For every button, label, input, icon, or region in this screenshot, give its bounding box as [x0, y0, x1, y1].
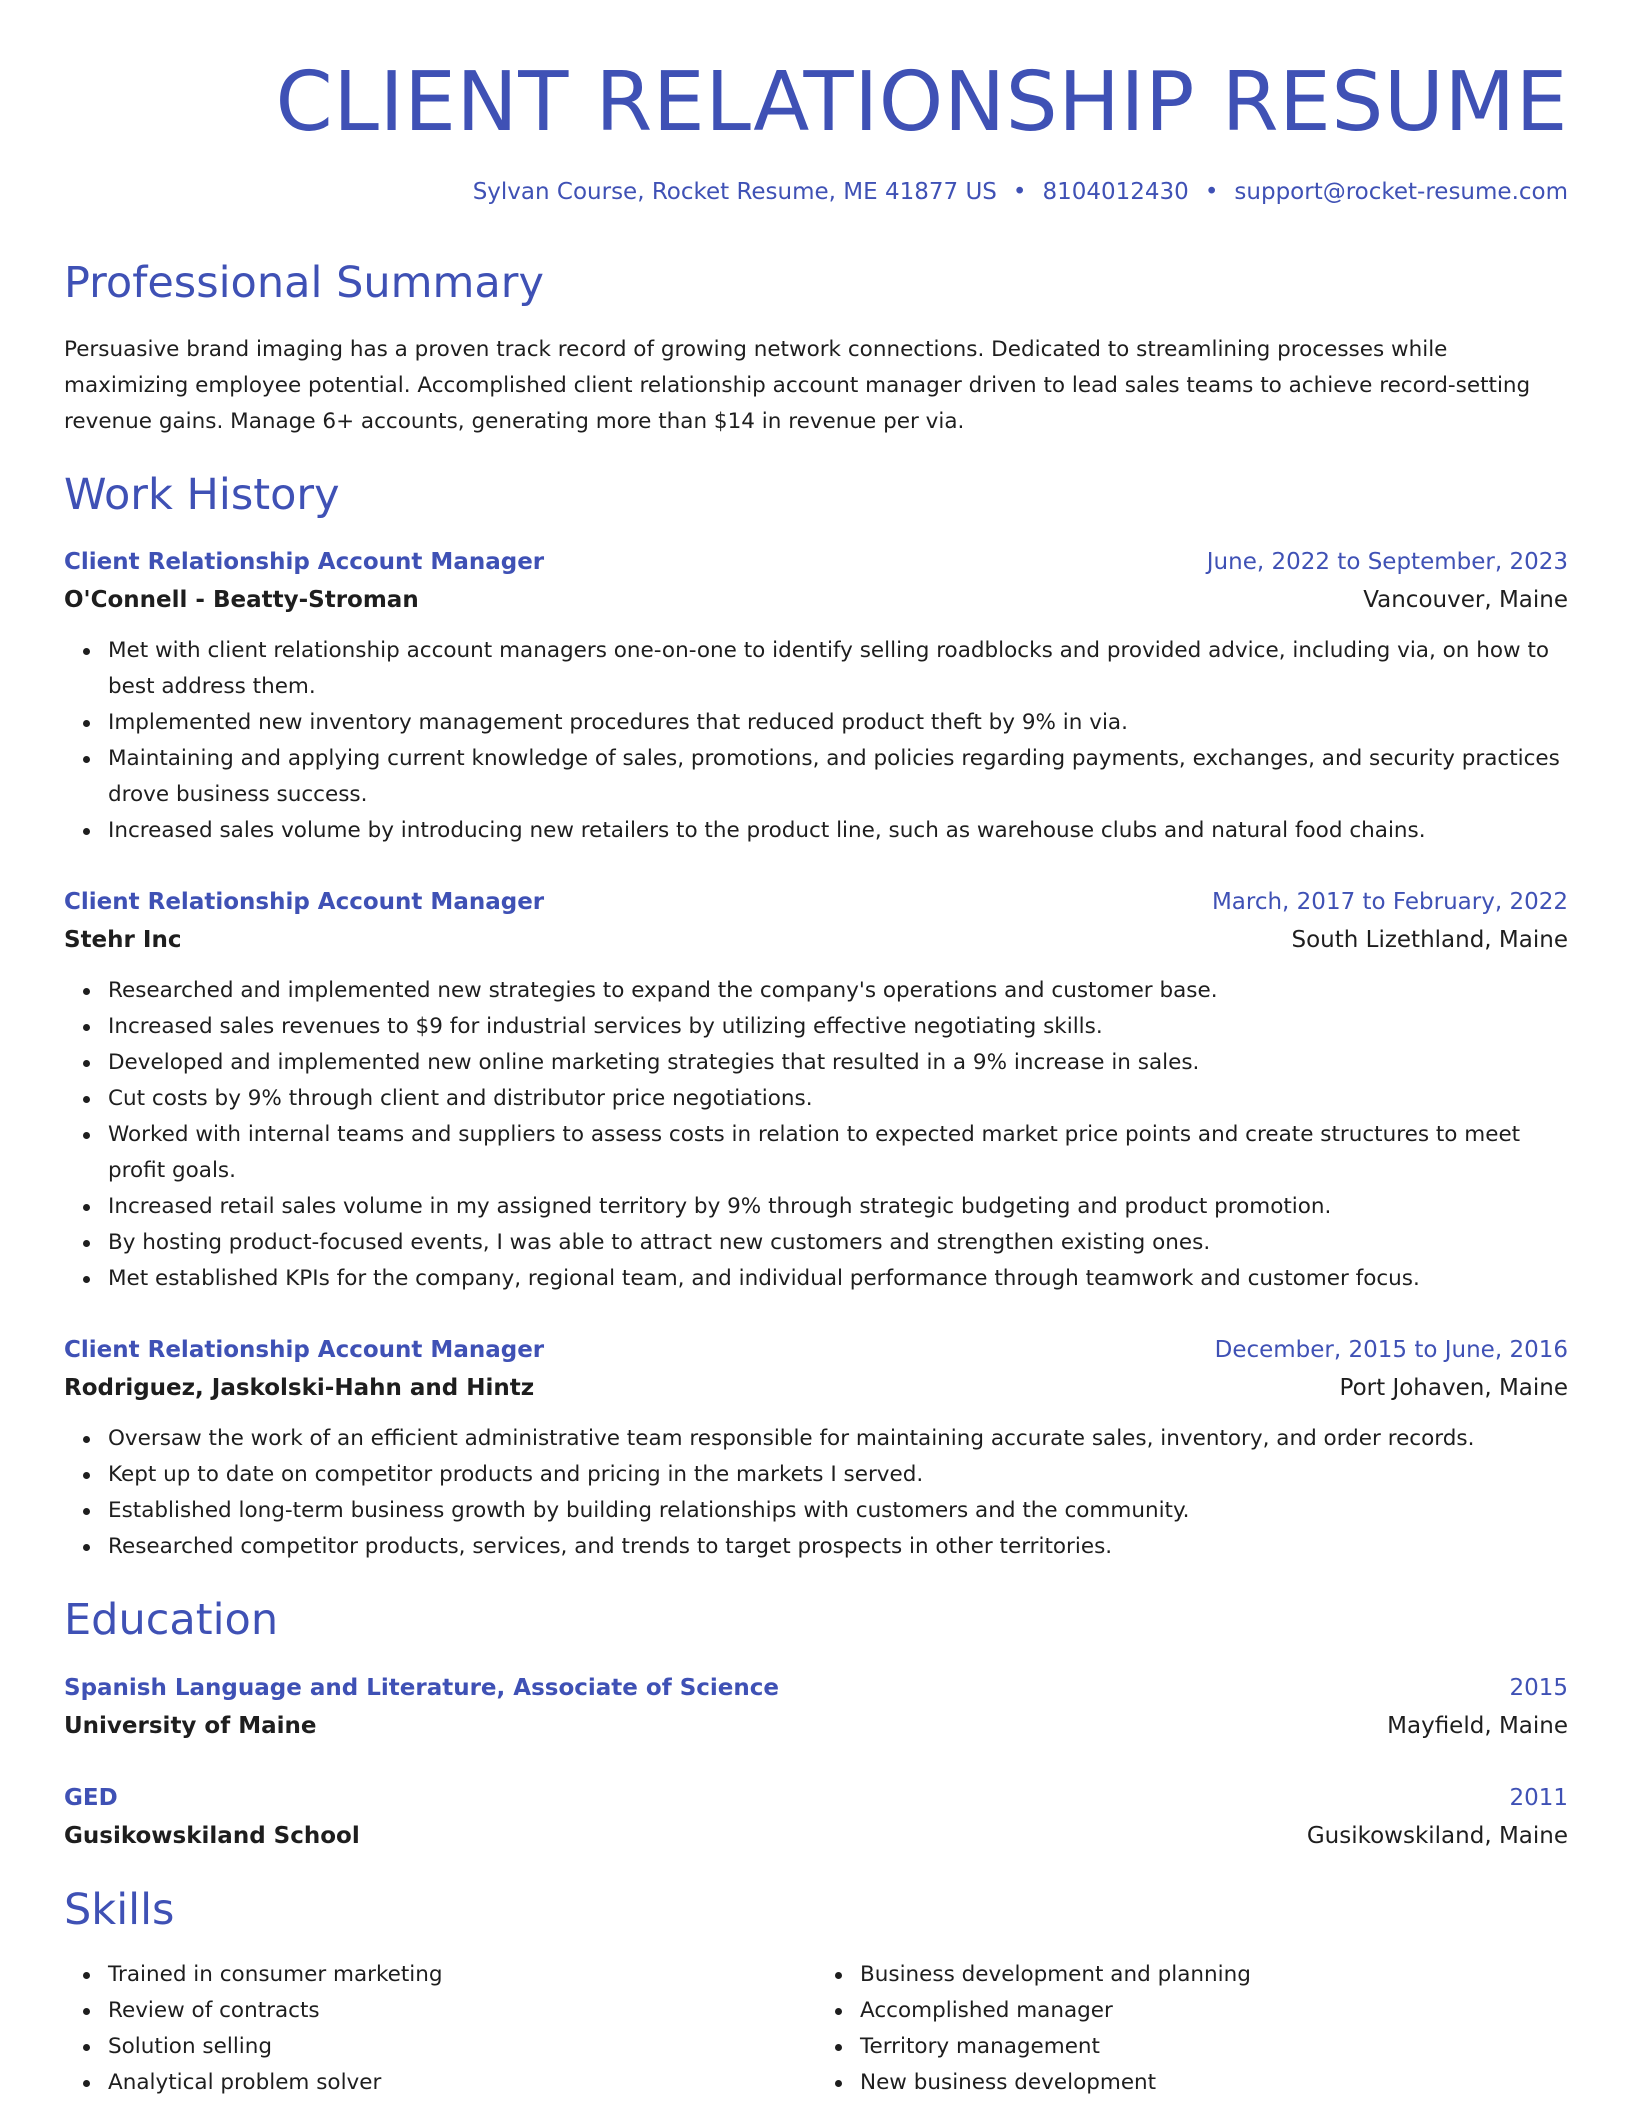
skills-column-right [816, 1957, 1568, 2101]
education-heading: Education [64, 1595, 279, 1646]
skill-item: Review of contracts [108, 1993, 816, 2029]
list-item: Maintaining and applying current knowledge of sales, promotions, and policies regarding payments, exchanges, and security practices drove business success. [108, 741, 1568, 813]
education-degree: Spanish Language and Literature, Associate of Science [64, 1674, 779, 1701]
job-bullets [64, 973, 1568, 1297]
list-item: Cut costs by 9% through client and distributor price negotiations. [108, 1081, 1568, 1117]
skills-list [64, 1957, 816, 2101]
skill-item: Business development and planning [860, 1957, 1568, 1993]
list-item: Increased sales revenues to $9 for industrial services by utilizing effective negotiating skills. [108, 1009, 1568, 1045]
job-location: Port Johaven, Maine [1339, 1375, 1568, 1402]
summary-heading: Professional Summary [64, 258, 544, 309]
list-item: Researched and implemented new strategies to expand the company's operations and customer base. [108, 973, 1568, 1009]
job-entry [64, 883, 1568, 1297]
skills-list [816, 1957, 1568, 2101]
job-location: Vancouver, Maine [1363, 587, 1568, 614]
job-dates: December, 2015 to June, 2016 [1214, 1337, 1568, 1364]
education-section [64, 1595, 1568, 1855]
list-item: Increased sales volume by introducing new retailers to the product line, such as warehouse clubs and natural food chains. [108, 813, 1568, 849]
list-item: Oversaw the work of an efficient administrative team responsible for maintaining accurate sales, inventory, and order records. [108, 1421, 1568, 1457]
job-entry [64, 1331, 1568, 1565]
skill-item: New business development [860, 2065, 1568, 2101]
job-bullets [64, 633, 1568, 849]
job-title: Client Relationship Account Manager [64, 889, 545, 916]
list-item: Met with client relationship account managers one-on-one to identify selling roadblocks and provided advice, including via, on how to best address them. [108, 633, 1568, 705]
education-year: 2011 [1509, 1784, 1568, 1811]
job-title: Client Relationship Account Manager [64, 1337, 545, 1364]
list-item: Increased retail sales volume in my assigned territory by 9% through strategic budgeting and product promotion. [108, 1189, 1568, 1225]
job-company: O'Connell - Beatty-Stroman [64, 587, 419, 614]
contact-line [64, 178, 1568, 208]
list-item: Met established KPIs for the company, regional team, and individual performance through teamwork and customer focus. [108, 1261, 1568, 1297]
job-dates: March, 2017 to February, 2022 [1211, 889, 1568, 916]
contact-email: support@rocket-resume.com [1234, 179, 1568, 206]
education-entry [64, 1779, 1568, 1855]
list-item: Implemented new inventory management procedures that reduced product theft by 9% in via. [108, 705, 1568, 741]
job-company: Rodriguez, Jaskolski-Hahn and Hintz [64, 1375, 535, 1402]
education-school: University of Maine [64, 1712, 317, 1739]
list-item: Kept up to date on competitor products and pricing in the markets I served. [108, 1457, 1568, 1493]
job-bullets [64, 1421, 1568, 1565]
job-entry [64, 543, 1568, 849]
contact-address: Sylvan Course, Rocket Resume, ME 41877 US [472, 179, 997, 206]
contact-separator: • [1204, 179, 1219, 206]
contact-phone: 8104012430 [1042, 179, 1189, 206]
resume-title: CLIENT RELATIONSHIP RESUME [275, 55, 1568, 150]
summary-section [64, 258, 1568, 440]
job-location: South Lizethland, Maine [1291, 927, 1568, 954]
contact-separator: • [1012, 179, 1027, 206]
list-item: Developed and implemented new online marketing strategies that resulted in a 9% increase in sales. [108, 1045, 1568, 1081]
work-history-section [64, 470, 1568, 1566]
job-dates: June, 2022 to September, 2023 [1206, 549, 1568, 576]
resume-header [64, 56, 1568, 208]
skill-item: Trained in consumer marketing [108, 1957, 816, 1993]
list-item: Researched competitor products, services, and trends to target prospects in other territories. [108, 1529, 1568, 1565]
skill-item: Solution selling [108, 2029, 816, 2065]
list-item: By hosting product-focused events, I was able to attract new customers and strengthen existing ones. [108, 1225, 1568, 1261]
education-location: Mayfield, Maine [1387, 1712, 1568, 1739]
job-title: Client Relationship Account Manager [64, 549, 545, 576]
list-item: Worked with internal teams and suppliers to assess costs in relation to expected market price points and create structures to meet profit goals. [108, 1117, 1568, 1189]
skills-section [64, 1885, 1568, 2101]
skill-item: Accomplished manager [860, 1993, 1568, 2029]
work-history-heading: Work History [64, 469, 340, 520]
skill-item: Analytical problem solver [108, 2065, 816, 2101]
skills-column-left [64, 1957, 816, 2101]
education-degree: GED [64, 1784, 118, 1811]
education-school: Gusikowskiland School [64, 1822, 360, 1849]
list-item: Established long-term business growth by building relationships with customers and the community. [108, 1493, 1568, 1529]
skills-grid [64, 1957, 1568, 2101]
education-entry [64, 1669, 1568, 1745]
job-company: Stehr Inc [64, 927, 182, 954]
summary-text: Persuasive brand imaging has a proven track record of growing network connections. Dedicated to streamlining processes while maximizing employee potential. Accomplished client relationship account manager driven to lead sales teams to achieve record-setting revenue gains. Manage 6+ accounts, generating more than $14 in revenue per via. [64, 336, 1531, 434]
skills-heading: Skills [64, 1884, 175, 1935]
education-location: Gusikowskiland, Maine [1306, 1822, 1568, 1849]
education-year: 2015 [1509, 1674, 1568, 1701]
skill-item: Territory management [860, 2029, 1568, 2065]
